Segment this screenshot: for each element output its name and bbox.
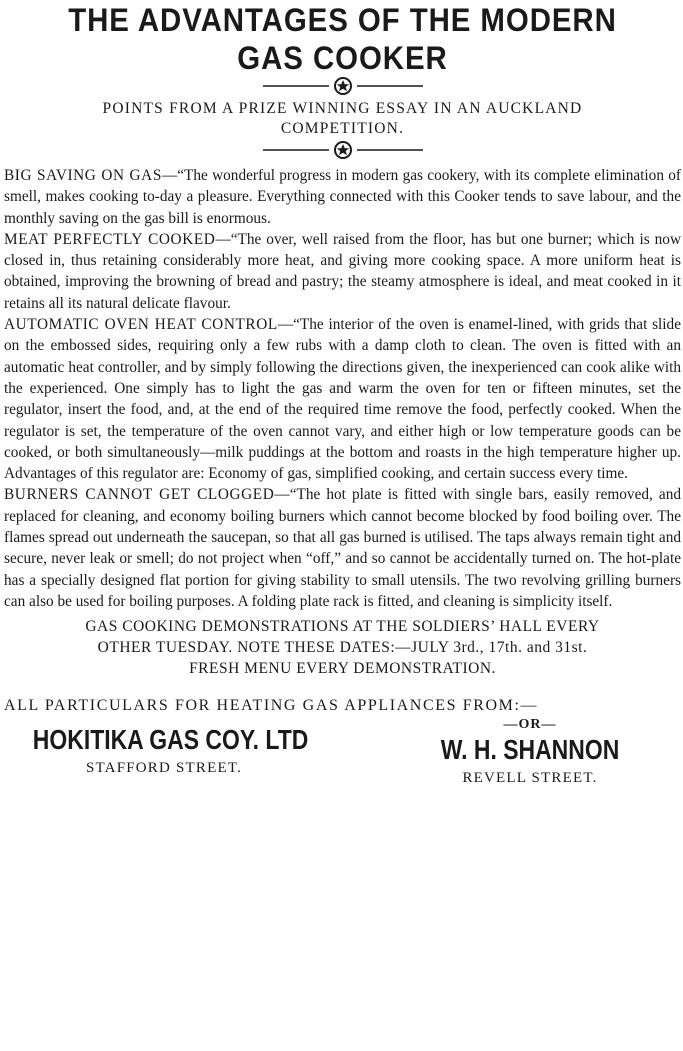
vendor-right-name: W. H. SHANNON <box>440 734 620 766</box>
vendor-left <box>4 723 324 789</box>
vendor-left-name: HOKITIKA GAS COY. LTD <box>32 724 309 756</box>
vendor-right-street: REVELL STREET. <box>462 770 598 787</box>
section-big-saving <box>4 165 681 229</box>
vendor-right <box>405 717 655 789</box>
subheadline-line-1: POINTS FROM A PRIZE WINNING ESSAY IN AN AUCKLAND <box>102 100 583 117</box>
section-oven-control <box>4 314 681 484</box>
demonstrations-line-1: GAS COOKING DEMONSTRATIONS AT THE SOLDIERS’ HALL EVERY <box>85 618 600 636</box>
demonstrations-line-2: OTHER TUESDAY. NOTE THESE DATES:—JULY 3rd., 17th. and 31st. <box>97 639 588 657</box>
subheadline-line-2: COMPETITION. <box>280 120 405 137</box>
section-heading: BIG SAVING ON GAS <box>4 167 162 184</box>
demonstrations-notice <box>4 616 681 679</box>
section-burners <box>4 484 681 612</box>
article-body <box>4 165 681 612</box>
section-meat-cooked <box>4 229 681 314</box>
subheadline <box>4 99 681 139</box>
section-heading: AUTOMATIC OVEN HEAT CONTROL <box>4 316 278 334</box>
star-divider-icon <box>4 77 681 95</box>
particulars-line: ALL PARTICULARS FOR HEATING GAS APPLIANCES FROM:— <box>4 697 539 715</box>
section-heading: BURNERS CANNOT GET CLOGGED <box>4 486 275 504</box>
star-divider-icon <box>4 141 681 159</box>
section-text: —“The interior of the oven is enamel-lined, with grids that slide on the embossed sides, requiring only a few rubs with a damp cloth to clean. The oven is fitted with an automatic heat controller, and by simply following the directions given, the inexperienced can cook alike with the experienced. One simply has to light the gas and warm the oven for ten or fifteen minutes, set the regulator, insert the food, and, at the end of the required time remove the food, perfectly cooked. When the regulator is set, the temperature of the oven cannot vary, and either high or low temperature goods can be cooked, or both simultaneously—milk puddings at the bottom and roasts in the high temperature higher up. Advantages of this regulator are: Economy of gas, simplified cooking, and certain success every time. <box>4 316 681 483</box>
section-text: —“The over, well raised from the floor, has but one burner; which is now closed in, thus retaining considerably more heat, and giving more cooking space. A more uniform heat is obtained, improving the browning of bread and pastry; the steamy atmosphere is ideal, and meat cooked in it retains all its natural delicate flavour. <box>4 230 681 312</box>
vendor-footer <box>4 717 681 789</box>
vendor-left-street: STAFFORD STREET. <box>85 760 243 777</box>
headline-line-1: THE ADVANTAGES OF THE MODERN <box>68 2 617 38</box>
headline-line-2: GAS COOKER <box>237 40 448 76</box>
or-separator: —OR— <box>503 717 557 733</box>
section-text: —“The wonderful progress in modern gas cookery, with its complete elimination of smell, makes cooking to-day a pleasure. Everything connected with this Cooker tends to save labour, and the monthly saving on the gas bill is enormous. <box>4 167 682 227</box>
demonstrations-line-3: FRESH MENU EVERY DEMONSTRATION. <box>189 660 496 678</box>
section-text: —“The hot plate is fitted with single bars, easily removed, and replaced for cleaning, and economy boiling burners which cannot become blocked by food boiling over. The flames spread out underneath the saucepan, so that all gas burned is utilised. The taps always remain tight and secure, never leak or smell; do not project when “off,” and so cannot be accidentally turned on. The hot-plate has a specially designed flat portion for giving stability to small utensils. The two revolving grilling burners can also be used for boiling purposes. A folding plate rack is fitted, and cleaning is simplicity itself. <box>4 486 681 610</box>
section-heading: MEAT PERFECTLY COOKED <box>4 230 216 248</box>
